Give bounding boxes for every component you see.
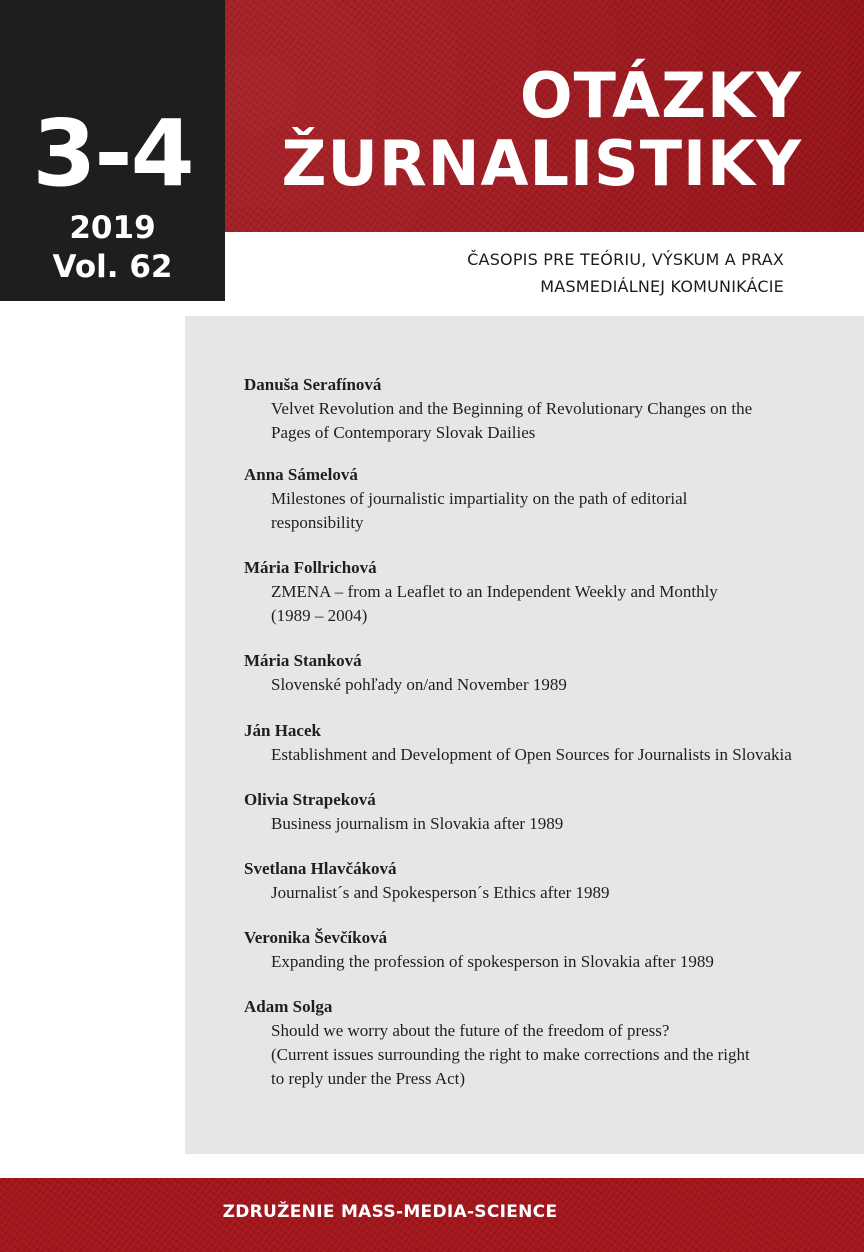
contents-entry — [244, 857, 854, 905]
entry-author: Olivia Strapeková — [244, 790, 376, 809]
contents-entry — [244, 719, 854, 767]
journal-subtitle — [467, 246, 784, 300]
entry-title-line: responsibility — [271, 513, 364, 532]
entry-title-line: to reply under the Press Act) — [271, 1069, 466, 1088]
entry-title-line: Slovenské pohľady on/and November 1989 — [271, 675, 567, 694]
entry-title-line: Milestones of journalistic impartiality on the path of editorial — [271, 489, 688, 508]
contents-entry — [244, 995, 854, 1091]
entry-author: Veronika Ševčíková — [244, 928, 388, 947]
entry-title — [244, 812, 854, 836]
entry-title — [244, 881, 854, 905]
entry-title-line: Should we worry about the future of the freedom of press? — [271, 1021, 670, 1040]
entry-title-line: Pages of Contemporary Slovak Dailies — [271, 423, 536, 442]
contents-entry — [244, 649, 854, 697]
entry-author: Ján Hacek — [244, 721, 321, 740]
journal-title-line-2: ŽURNALISTIKY — [281, 127, 802, 200]
entry-title-line: (Current issues surrounding the right to make corrections and the right — [271, 1045, 750, 1064]
journal-subtitle-line-1: ČASOPIS PRE TEÓRIU, VÝSKUM A PRAX — [467, 250, 784, 269]
entry-author: Svetlana Hlavčáková — [244, 859, 397, 878]
issue-year: 2019 — [69, 210, 156, 246]
contents-entry — [244, 926, 854, 974]
journal-title-line-1: OTÁZKY — [519, 59, 802, 132]
issue-number: 3-4 — [32, 100, 193, 207]
issue-volume: Vol. 62 — [52, 249, 173, 285]
entry-title — [244, 673, 854, 697]
entry-title — [244, 487, 854, 535]
entry-title-line: (1989 – 2004) — [271, 606, 368, 625]
contents-entry — [244, 373, 854, 445]
journal-subtitle-line-2: MASMEDIÁLNEJ KOMUNIKÁCIE — [540, 277, 784, 296]
entry-author: Mária Follrichová — [244, 558, 377, 577]
entry-title — [244, 580, 854, 628]
entry-title — [244, 950, 854, 974]
entry-title-line: ZMENA – from a Leaflet to an Independent Weekly and Monthly — [271, 582, 718, 601]
entry-title — [244, 743, 854, 767]
entry-title-line: Journalist´s and Spokesperson´s Ethics after 1989 — [271, 883, 610, 902]
entry-author: Danuša Serafínová — [244, 375, 382, 394]
entry-title-line: Business journalism in Slovakia after 1989 — [271, 814, 564, 833]
publisher-name: ZDRUŽENIE MASS-MEDIA-SCIENCE — [222, 1202, 558, 1222]
entry-title — [244, 1019, 854, 1091]
table-of-contents — [185, 316, 864, 1154]
entry-title-line: Establishment and Development of Open Sources for Journalists in Slovakia — [271, 745, 792, 764]
contents-entry — [244, 788, 854, 836]
entry-title-line: Expanding the profession of spokesperson in Slovakia after 1989 — [271, 952, 714, 971]
contents-entry — [244, 556, 854, 628]
entry-author: Adam Solga — [244, 997, 333, 1016]
entry-author: Anna Sámelová — [244, 465, 358, 484]
entry-title — [244, 397, 854, 445]
entry-author: Mária Stanková — [244, 651, 362, 670]
entry-title-line: Velvet Revolution and the Beginning of Revolutionary Changes on the — [271, 399, 753, 418]
contents-entry — [244, 463, 854, 535]
issue-box — [0, 0, 225, 301]
journal-title — [281, 59, 802, 200]
